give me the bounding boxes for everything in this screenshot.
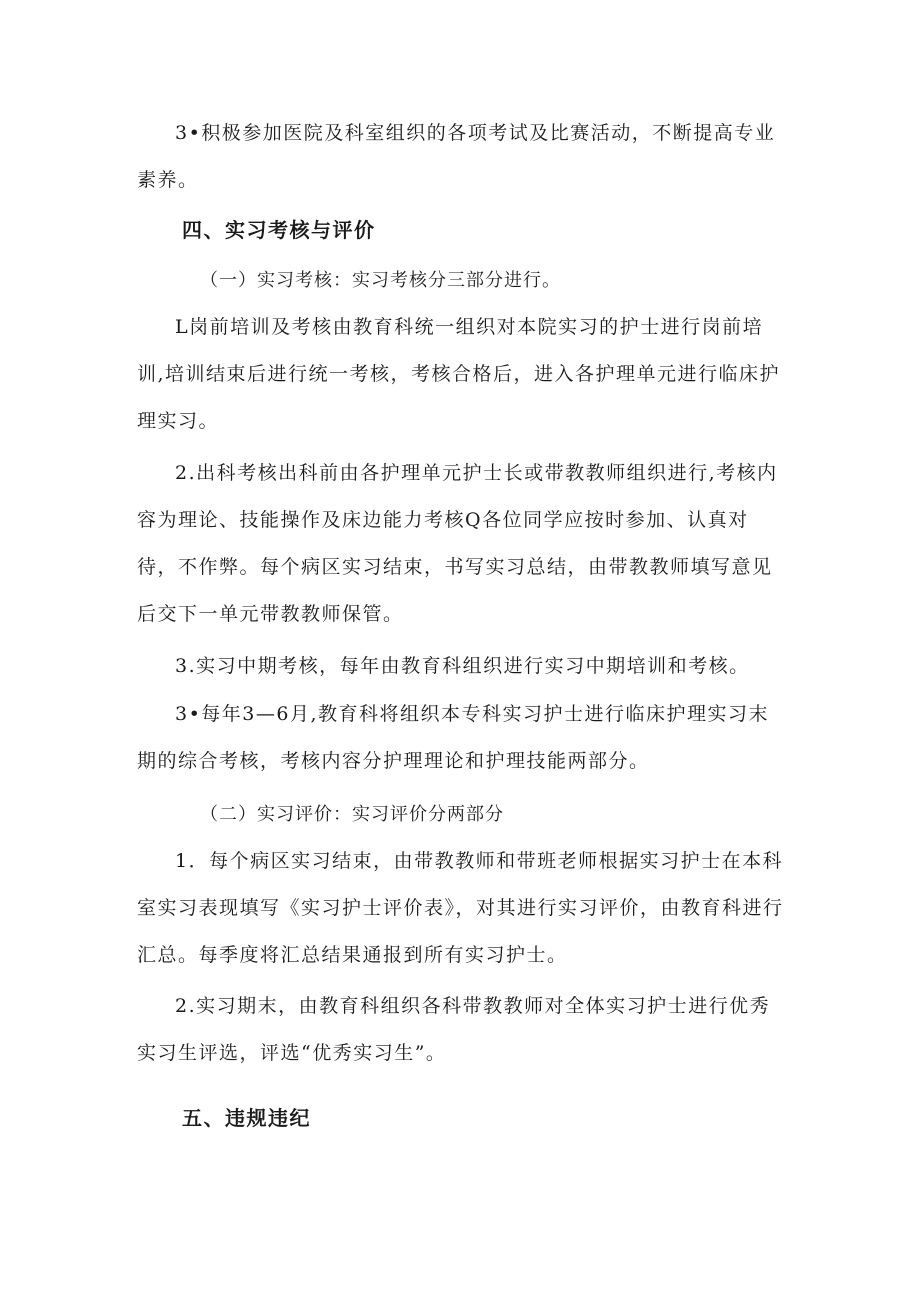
paragraph-midterm-exam: 3.实习中期考核，每年由教育科组织进行实习中期培训和考核。	[175, 655, 750, 677]
paragraph-pre-job-training: L岗前培训及考核由教育科统一组织对本院实习的护士进行岗前培训,培训结束后进行统一考核，考核合格后，进入各护理单元进行临床护理实习。	[137, 316, 781, 432]
paragraph-final-exam: 3•每年3—6月,教育科将组织本专科实习护士进行临床护理实习末期的综合考核，考核内容分护理理论和护理技能两部分。	[137, 703, 770, 772]
paragraph-item-3: 3•积极参加医院及科室组织的各项考试及比赛活动，不断提高专业素养。	[137, 122, 776, 191]
paragraph-ward-evaluation: 1．每个病区实习结束，由带教教师和带班老师根据实习护士在本科室实习表现填写《实习护士评价表》，对其进行实习评价，由教育科进行汇总。每季度将汇总结果通报到所有实习护士。	[137, 850, 784, 966]
paragraph-excellent-intern: 2.实习期末，由教育科组织各科带教教师对全体实习护士进行优秀实习生评选，评选“优秀实习生”。	[137, 995, 771, 1064]
subsection-heading-2: （二）实习评价：实习评价分两部分	[200, 804, 504, 825]
subsection-heading-1: （一）实习考核：实习考核分三部分进行。	[200, 270, 561, 291]
section-heading-4: 四、实习考核与评价	[182, 218, 376, 242]
section-heading-5: 五、违规违纪	[182, 1106, 311, 1130]
paragraph-department-exam: 2.出科考核出科前由各护理单元护士长或带教教师组织进行,考核内容为理论、技能操作及床边能力考核Q各位同学应按时参加、认真对待，不作弊。每个病区实习结束，书写实习总结，由带教教师填写意见后交下一单元带教教师保管。	[137, 462, 778, 625]
